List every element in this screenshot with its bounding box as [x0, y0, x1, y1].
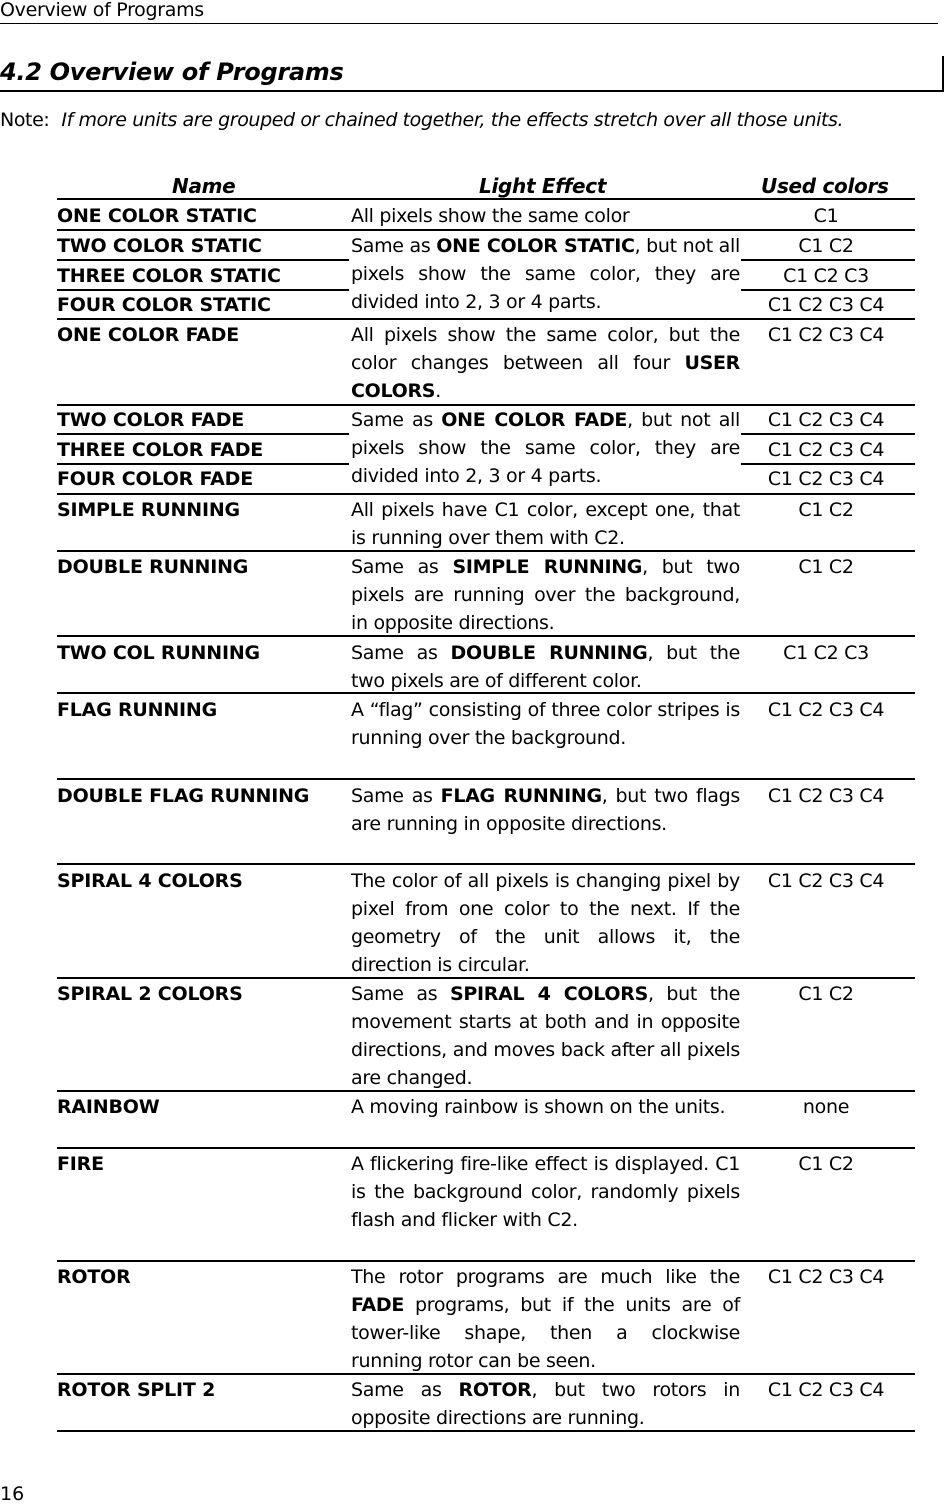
table-rule: [57, 493, 915, 495]
row-name: ROTOR: [57, 1266, 131, 1288]
table-rule: [57, 229, 915, 231]
effect-description: All pixels show the same color, but the color changes between all four USER COLORS.: [351, 324, 740, 402]
used-colors: C1 C2 C3 C4: [767, 870, 885, 892]
column-header-name: Name: [172, 174, 236, 198]
row-name: TWO COL RUNNING: [57, 642, 260, 664]
table-rule: [57, 318, 915, 320]
effect-description: A flickering fire-like effect is displayed. C1 is the background color, randomly pixels flash and flicker with C2.: [351, 1153, 740, 1231]
effect-description: A moving rainbow is shown on the units.: [351, 1096, 726, 1118]
row-name: ONE COLOR FADE: [57, 324, 240, 346]
used-colors: C1 C2 C3 C4: [767, 699, 885, 721]
column-header-light-effect: Light Effect: [479, 174, 607, 198]
table-rule: [57, 289, 349, 291]
effect-description: The color of all pixels is changing pixel by pixel from one color to the next. If the geometry of the unit allows it, the direction is circular.: [351, 870, 740, 976]
row-name: TWO COLOR STATIC: [57, 235, 262, 257]
row-name: TWO COLOR FADE: [57, 409, 245, 431]
used-colors: C1 C2 C3 C4: [767, 409, 885, 431]
used-colors: none: [802, 1096, 850, 1118]
used-colors: C1 C2 C3 C4: [767, 1379, 885, 1401]
table-rule: [57, 1090, 915, 1092]
running-header: [0, 0, 938, 24]
table-rule: [57, 1373, 915, 1375]
used-colors: C1 C2 C3 C4: [767, 785, 885, 807]
used-colors: C1 C2: [798, 983, 854, 1005]
row-name: SPIRAL 2 COLORS: [57, 983, 243, 1005]
row-name: ROTOR SPLIT 2: [57, 1379, 216, 1401]
used-colors: C1 C2 C3: [783, 642, 869, 664]
used-colors: C1 C2 C3: [783, 265, 869, 287]
row-name: THREE COLOR FADE: [57, 439, 264, 461]
effect-description: All pixels have C1 color, except one, that is running over them with C2.: [351, 499, 740, 549]
table-rule: [57, 404, 915, 406]
used-colors: C1: [813, 205, 839, 227]
used-colors: C1 C2 C3 C4: [767, 294, 885, 316]
used-colors: C1 C2: [798, 556, 854, 578]
used-colors: C1 C2: [798, 1153, 854, 1175]
row-name: DOUBLE RUNNING: [57, 556, 249, 578]
used-colors: C1 C2: [798, 499, 854, 521]
used-colors: C1 C2 C3 C4: [767, 439, 885, 461]
table-rule: [57, 778, 915, 780]
note-text: If more units are grouped or chained together, the effects stretch over all those units.: [61, 109, 844, 131]
effect-description: All pixels show the same color: [351, 205, 630, 227]
row-name: FIRE: [57, 1153, 104, 1175]
row-name: ONE COLOR STATIC: [57, 205, 257, 227]
note: [0, 108, 945, 132]
table-rule: [57, 977, 915, 979]
table-rule: [57, 1260, 915, 1262]
table-rule: [741, 289, 915, 291]
row-name: RAINBOW: [57, 1096, 160, 1118]
table-rule: [741, 259, 915, 261]
table-rule: [57, 550, 915, 552]
effect-description: Same as ROTOR, but two rotors in opposite directions are running.: [351, 1379, 741, 1429]
table-rule: [57, 1147, 915, 1149]
table-rule: [57, 1430, 915, 1432]
table-rule: [741, 463, 915, 465]
note-label: Note:: [0, 109, 50, 131]
row-name: DOUBLE FLAG RUNNING: [57, 785, 310, 807]
section-title-text: 4.2 Overview of Programs: [0, 58, 344, 86]
row-name: FOUR COLOR FADE: [57, 468, 253, 490]
effect-description: Same as FLAG RUNNING, but two flags are running in opposite directions.: [351, 785, 740, 835]
page-number: 16: [0, 1483, 25, 1505]
row-name: FOUR COLOR STATIC: [57, 294, 271, 316]
used-colors: C1 C2 C3 C4: [767, 324, 885, 346]
row-name: FLAG RUNNING: [57, 699, 218, 721]
table-rule: [57, 433, 349, 435]
table-rule: [57, 259, 349, 261]
table-rule: [57, 198, 915, 200]
used-colors: C1 C2: [798, 235, 854, 257]
effect-description: Same as SPIRAL 4 COLORS, but the movement starts at both and in opposite directions, and moves back after all pixels are changed.: [351, 983, 741, 1089]
table-rule: [57, 692, 915, 694]
row-name: SPIRAL 4 COLORS: [57, 870, 243, 892]
table-rule: [57, 463, 349, 465]
effect-description: Same as ONE COLOR STATIC, but not all pixels show the same color, they are divided into 2, 3 or 4 parts.: [351, 235, 740, 313]
used-colors: C1 C2 C3 C4: [767, 468, 885, 490]
effect-description: Same as SIMPLE RUNNING, but two pixels are running over the background, in opposite directions.: [351, 556, 741, 634]
table-rule: [57, 863, 915, 865]
table-rule: [57, 635, 915, 637]
used-colors: C1 C2 C3 C4: [767, 1266, 885, 1288]
row-name: SIMPLE RUNNING: [57, 499, 240, 521]
section-title: [0, 56, 944, 92]
effect-description: A “flag” consisting of three color stripes is running over the background.: [351, 699, 740, 749]
effect-description: Same as DOUBLE RUNNING, but the two pixels are of different color.: [351, 642, 741, 692]
effect-description: The rotor programs are much like the FADE programs, but if the units are of tower-like shape, then a clockwise running rotor can be seen.: [351, 1266, 740, 1372]
effect-description: Same as ONE COLOR FADE, but not all pixels show the same color, they are divided into 2, 3 or 4 parts.: [351, 409, 740, 487]
table-rule: [741, 433, 915, 435]
running-title: Overview of Programs: [0, 0, 204, 21]
row-name: THREE COLOR STATIC: [57, 265, 281, 287]
column-header-used-colors: Used colors: [761, 174, 889, 198]
